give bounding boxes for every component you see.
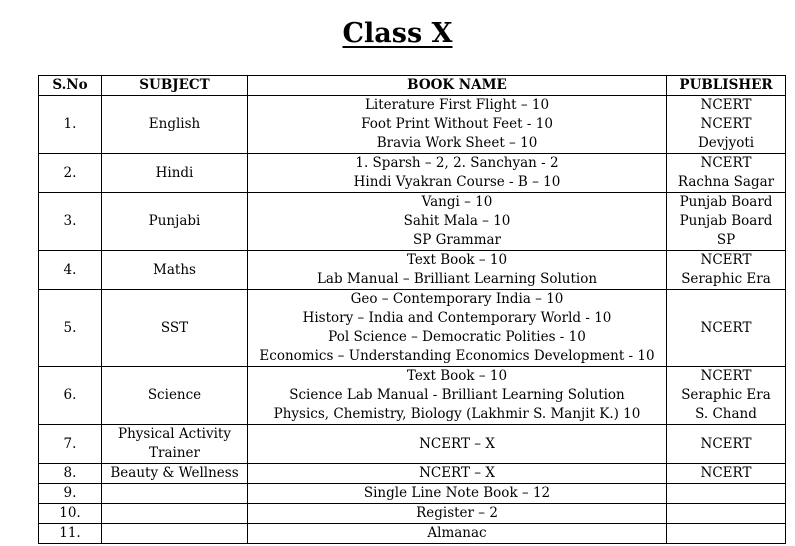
book-name-cell-line: Text Book – 10	[406, 252, 508, 268]
book-name-cell-line: Register – 2	[416, 505, 498, 521]
sno-cell: 11.	[39, 524, 102, 544]
subject-cell	[102, 425, 248, 464]
book-name-cell-line: 1. Sparsh – 2, 2. Sanchyan - 2	[355, 155, 559, 171]
book-name-cell-line: NCERT – X	[419, 465, 495, 481]
book-name-cell	[248, 504, 667, 524]
subject-cell-line: SST	[160, 319, 189, 336]
book-name-cell-line: Sahit Mala – 10	[403, 213, 511, 229]
publisher-cell	[667, 484, 786, 504]
publisher-cell	[667, 367, 786, 425]
subject-cell	[102, 484, 248, 504]
book-name-cell-line: NCERT – X	[419, 435, 495, 452]
publisher-cell-line: NCERT	[700, 116, 752, 132]
publisher-cell-line: NCERT	[700, 435, 752, 452]
book-name-cell-line: Bravia Work Sheet – 10	[376, 135, 538, 151]
book-name-cell-line: Science Lab Manual - Brilliant Learning Solution	[289, 387, 625, 403]
table-row	[39, 96, 786, 154]
book-name-cell	[248, 251, 667, 290]
column-header-book-name: BOOK NAME	[248, 76, 667, 96]
publisher-cell-line: NCERT	[700, 252, 752, 268]
subject-cell	[102, 193, 248, 251]
publisher-cell	[667, 96, 786, 154]
publisher-cell	[667, 425, 786, 464]
book-name-cell-line: Almanac	[427, 525, 487, 541]
book-name-cell	[248, 464, 667, 484]
table-row	[39, 193, 786, 251]
table-row	[39, 484, 786, 504]
publisher-cell-line: Punjab Board	[679, 194, 773, 210]
table-row	[39, 251, 786, 290]
subject-cell	[102, 464, 248, 484]
subject-cell	[102, 524, 248, 544]
subject-cell-line: Hindi	[155, 164, 194, 181]
publisher-cell-line: Rachna Sagar	[677, 174, 775, 190]
column-header-publisher: PUBLISHER	[667, 76, 786, 96]
book-name-cell	[248, 154, 667, 193]
publisher-cell-line: NCERT	[700, 368, 752, 384]
book-list-table	[38, 75, 786, 544]
publisher-cell	[667, 290, 786, 367]
publisher-cell-line: Seraphic Era	[681, 271, 771, 287]
book-name-cell	[248, 193, 667, 251]
subject-cell-line: Trainer	[149, 445, 200, 461]
column-header-sno: S.No	[39, 76, 102, 96]
publisher-cell-line: NCERT	[700, 319, 752, 336]
sno-cell: 8.	[39, 464, 102, 484]
book-name-cell-line: History – India and Contemporary World - 10	[302, 310, 612, 326]
publisher-cell-line: Punjab Board	[679, 213, 773, 229]
publisher-cell	[667, 504, 786, 524]
publisher-cell-line: Devjyoti	[697, 135, 755, 151]
sno-cell: 9.	[39, 484, 102, 504]
publisher-cell	[667, 193, 786, 251]
book-name-cell-line: Foot Print Without Feet - 10	[361, 116, 553, 132]
book-name-cell-line: Text Book – 10	[406, 368, 508, 384]
subject-cell	[102, 504, 248, 524]
subject-cell	[102, 154, 248, 193]
table-row	[39, 504, 786, 524]
book-name-cell	[248, 425, 667, 464]
book-name-cell-line: Geo – Contemporary India – 10	[350, 291, 564, 307]
book-name-cell-line: SP Grammar	[412, 232, 501, 248]
publisher-cell	[667, 464, 786, 484]
book-name-cell-line: Economics – Understanding Economics Development - 10	[259, 348, 655, 364]
publisher-cell-line: SP	[716, 232, 736, 248]
book-name-cell	[248, 367, 667, 425]
book-name-cell-line: Hindi Vyakran Course - B – 10	[353, 174, 561, 190]
table-row	[39, 425, 786, 464]
sno-cell: 7.	[39, 425, 102, 464]
table-header-row	[39, 76, 786, 96]
subject-cell	[102, 251, 248, 290]
table-row	[39, 154, 786, 193]
subject-cell	[102, 367, 248, 425]
publisher-cell-line: Seraphic Era	[681, 387, 771, 403]
table-row	[39, 367, 786, 425]
table-row	[39, 290, 786, 367]
subject-cell-line: Punjabi	[148, 213, 201, 229]
subject-cell	[102, 290, 248, 367]
book-name-cell-line: Lab Manual – Brilliant Learning Solution	[316, 271, 598, 287]
book-name-cell	[248, 524, 667, 544]
subject-cell-line: English	[148, 116, 201, 132]
subject-cell-line: Beauty & Wellness	[110, 465, 239, 481]
sno-cell: 10.	[39, 504, 102, 524]
table-row	[39, 464, 786, 484]
page-title: Class X	[342, 18, 453, 49]
subject-cell-line: Science	[147, 387, 202, 403]
book-name-cell-line: Physics, Chemistry, Biology (Lakhmir S. Manjit K.) 10	[273, 406, 641, 422]
column-header-subject: SUBJECT	[102, 76, 248, 96]
book-name-cell-line: Single Line Note Book – 12	[363, 485, 551, 501]
publisher-cell	[667, 251, 786, 290]
subject-cell	[102, 96, 248, 154]
sno-cell: 6.	[39, 367, 102, 425]
table-body	[39, 96, 786, 544]
publisher-cell-line: NCERT	[700, 155, 752, 171]
table-row	[39, 524, 786, 544]
book-name-cell	[248, 484, 667, 504]
publisher-cell-line: S. Chand	[695, 406, 757, 422]
book-name-cell	[248, 96, 667, 154]
publisher-cell	[667, 524, 786, 544]
book-name-cell	[248, 290, 667, 367]
sno-cell: 1.	[39, 96, 102, 154]
sno-cell: 2.	[39, 154, 102, 193]
subject-cell-line: Physical Activity	[118, 426, 231, 442]
book-name-cell-line: Vangi – 10	[421, 194, 493, 210]
book-name-cell-line: Literature First Flight – 10	[364, 97, 550, 113]
publisher-cell	[667, 154, 786, 193]
publisher-cell-line: NCERT	[700, 97, 752, 113]
publisher-cell-line: NCERT	[700, 465, 752, 481]
sno-cell: 3.	[39, 193, 102, 251]
book-name-cell-line: Pol Science – Democratic Polities - 10	[328, 329, 586, 345]
sno-cell: 5.	[39, 290, 102, 367]
subject-cell-line: Maths	[153, 261, 196, 278]
sno-cell: 4.	[39, 251, 102, 290]
